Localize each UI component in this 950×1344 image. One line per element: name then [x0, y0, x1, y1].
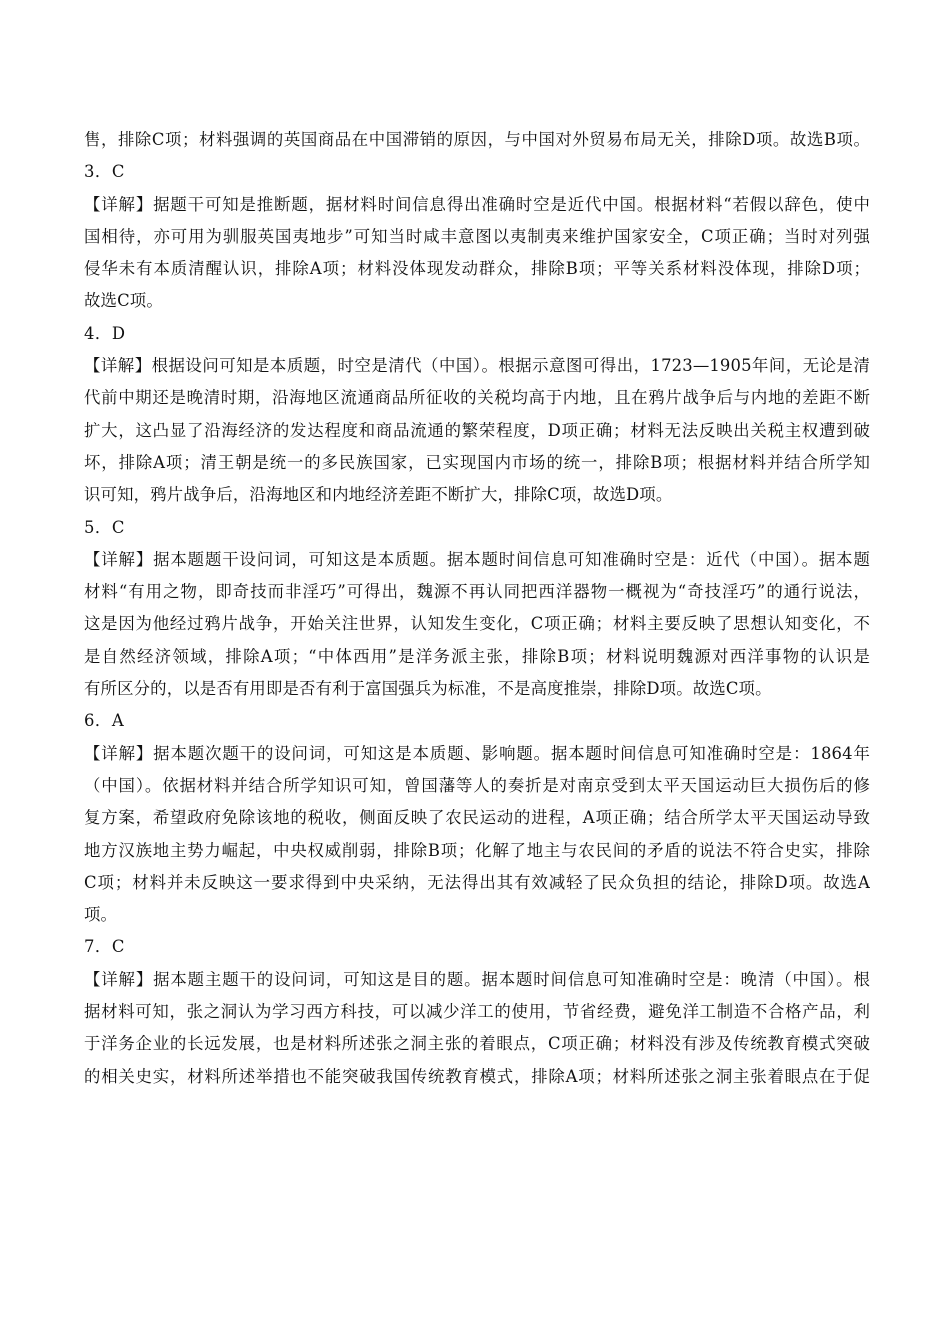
text-line: 材料“有用之物，即奇技而非淫巧”可得出，魏源不再认同把西洋器物一概视为“奇技淫巧”的通行说法， — [84, 582, 870, 602]
text-line: 【详解】根据设问可知是本质题，时空是清代（中国）。根据示意图可得出，1723—1905年间，无论是清 — [84, 356, 870, 376]
text-line: 项。 — [84, 905, 118, 925]
text-line: C项；材料并未反映这一要求得到中央采纳，无法得出其有效减轻了民众负担的结论，排除D项。故选A — [84, 872, 870, 892]
text-line: 扩大，这凸显了沿海经济的发达程度和商品流通的繁荣程度，D项正确；材料无法反映出关税主权遭到破 — [84, 420, 870, 440]
answer-number: 3．C — [84, 162, 125, 182]
text-line: 识可知，鸦片战争后，沿海地区和内地经济差距不断扩大，排除C项，故选D项。 — [84, 485, 673, 505]
text-line: 【详解】据本题次题干的设问词，可知这是本质题、影响题。据本题时间信息可知准确时空是：1864年 — [84, 743, 870, 763]
answer-number: 7．C — [84, 937, 125, 957]
answer-number: 5．C — [84, 517, 125, 537]
text-line: 于洋务企业的长远发展，也是材料所述张之洞主张的着眼点，C项正确；材料没有涉及传统教育模式突破 — [84, 1034, 870, 1054]
text-line: 据材料可知，张之洞认为学习西方科技，可以减少洋工的使用，节省经费，避免洋工制造不合格产品，利 — [84, 1002, 870, 1022]
text-line: （中国）。依据材料并结合所学知识可知，曾国藩等人的奏折是对南京受到太平天国运动巨大损伤后的修 — [84, 775, 870, 795]
text-line: 地方汉族地主势力崛起，中央权威削弱，排除B项；化解了地主与农民间的矛盾的说法不符合史实，排除 — [84, 840, 870, 860]
answer-number: 4．D — [84, 323, 126, 343]
text-line: 代前中期还是晚清时期，沿海地区流通商品所征收的关税均高于内地，且在鸦片战争后与内地的差距不断 — [84, 388, 870, 408]
document-page — [84, 124, 870, 1093]
text-line: 是自然经济领域，排除A项；“中体西用”是洋务派主张，排除B项；材料说明魏源对西洋事物的认识是 — [84, 646, 870, 666]
text-line: 坏，排除A项；清王朝是统一的多民族国家，已实现国内市场的统一，排除B项；根据材料并结合所学知 — [84, 452, 870, 472]
text-line: 复方案，希望政府免除该地的税收，侧面反映了农民运动的进程，A项正确；结合所学太平天国运动导致 — [84, 808, 870, 828]
text-line: 有所区分的，以是否有用即是否有利于富国强兵为标准，不是高度推崇，排除D项。故选C项。 — [84, 679, 772, 699]
text-line: 的相关史实，材料所述举措也不能突破我国传统教育模式，排除A项；材料所述张之洞主张着眼点在于促 — [84, 1066, 870, 1086]
text-line: 售，排除C项；材料强调的英国商品在中国滞销的原因，与中国对外贸易布局无关，排除D项。故选B项。 — [84, 130, 870, 149]
text-line: 国相待，亦可用为驯服英国夷地步”可知当时咸丰意图以夷制夷来维护国家安全，C项正确；当时对列强 — [84, 226, 870, 246]
answer-number: 6．A — [84, 711, 125, 731]
text-line: 这是因为他经过鸦片战争，开始关注世界，认知发生变化，C项正确；材料主要反映了思想认知变化，不 — [84, 614, 870, 634]
text-line: 侵华未有本质清醒认识，排除A项；材料没体现发动群众，排除B项；平等关系材料没体现，排除D项； — [84, 259, 870, 279]
text-line: 【详解】据题干可知是推断题，据材料时间信息得出准确时空是近代中国。根据材料“若假以辞色，使中 — [84, 194, 870, 214]
text-line: 【详解】据本题主题干的设问词，可知这是目的题。据本题时间信息可知准确时空是：晚清（中国）。根 — [84, 969, 870, 989]
text-line: 【详解】据本题题干设问词，可知这是本质题。据本题时间信息可知准确时空是：近代（中国）。据本题 — [84, 549, 870, 569]
text-line: 故选C项。 — [84, 291, 163, 311]
